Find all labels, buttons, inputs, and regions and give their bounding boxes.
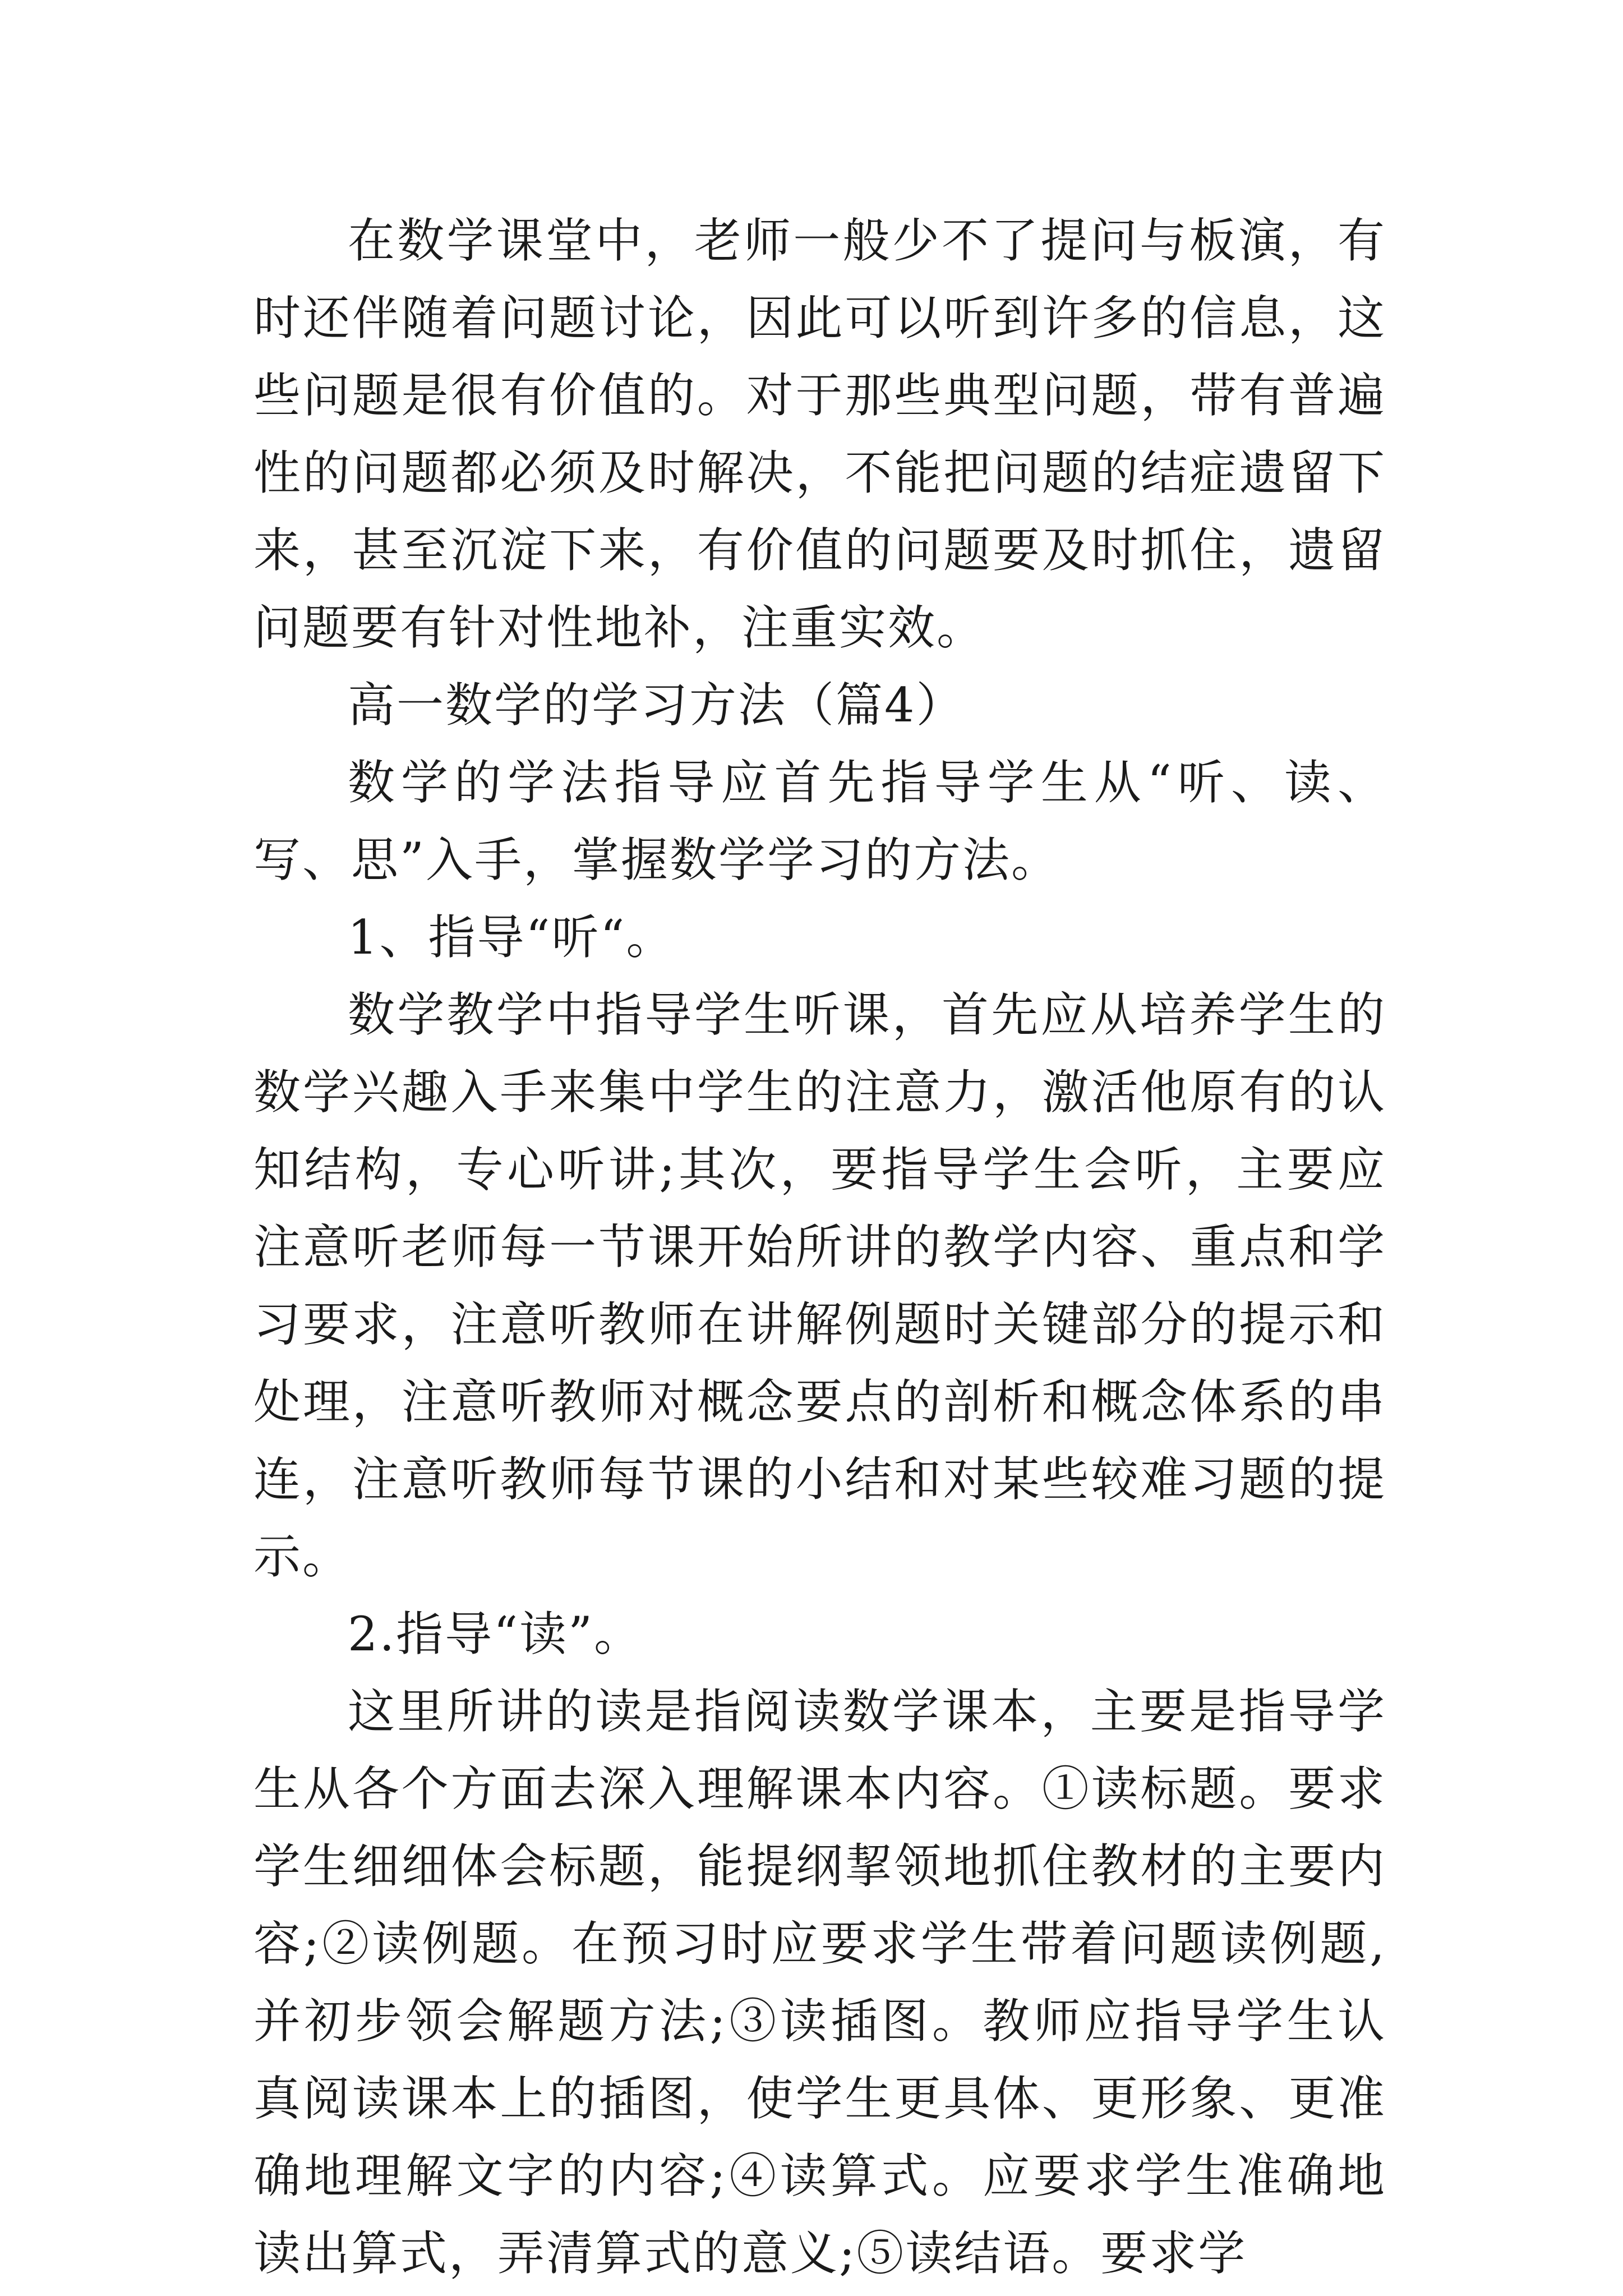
subheading-listen: 1、指导“听“。 <box>348 910 675 965</box>
paragraph-listen: 数学教学中指导学生听课，首先应从培养学生的数学兴趣入手来集中学生的注意力，激活他原有的认知结构，专心听讲;其次，要指导学生会听，主要应注意听老师每一节课开始所讲的教学内容、重点和学习要求，注意听教师在讲解例题时关键部分的提示和处理，注意听教师对概念要点的剖析和概念体系的串连，注意听教师每节课的小结和对某些较难习题的提示。 <box>253 987 1386 1584</box>
paragraph-intro: 数学的学法指导应首先指导学生从“听、读、写、思”入手，掌握数学学习的方法。 <box>253 755 1386 887</box>
section-heading: 高一数学的学习方法（篇4） <box>348 678 965 733</box>
paragraph-read: 这里所讲的读是指阅读数学课本，主要是指导学生从各个方面去深入理解课本内容。①读标题。要求学生细细体会标题，能提纲挈领地抓住教材的主要内容;②读例题。在预习时应要求学生带着问题读例题,并初步领会解题方法;③读插图。教师应指导学生认真阅读课本上的插图，使学生更具体、更形象、更准确地理解文字的内容;④读算式。应要求学生准确地读出算式，弄清算式的意义;⑤读结语。要求学 <box>253 1684 1386 2281</box>
paragraph-classroom-questions: 在数学课堂中，老师一般少不了提问与板演，有时还伴随着问题讨论，因此可以听到许多的信息，这些问题是很有价值的。对于那些典型问题，带有普遍性的问题都必须及时解决，不能把问题的结症遗留下来，甚至沉淀下来，有价值的问题要及时抓住，遗留问题要有针对性地补，注重实效。 <box>253 213 1386 655</box>
subheading-read: 2.指导“读”。 <box>348 1607 643 1662</box>
document-body <box>253 202 1386 2292</box>
